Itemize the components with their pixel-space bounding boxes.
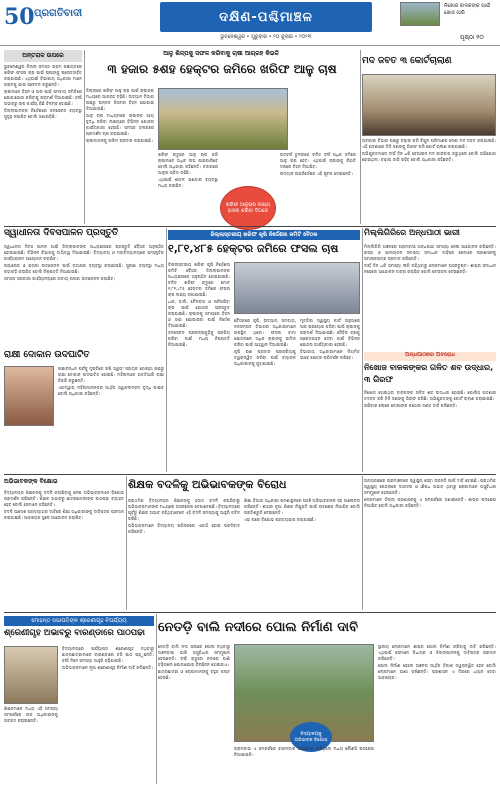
section-rule-2 bbox=[4, 474, 496, 475]
lead-text-col2: ଖରିଫ ଋତୁରେ ଆଳୁ ଚାଷ କରି ଚାଷୀମାନେ ଅଧିକ ଲାଭ ପାଇପାରିବେ ବୋଲି ଅଧିକାରୀ କହିଛନ୍ତି। ବଜାରରେ ଆଳୁର ଚାହିଦା ରହିଛି। ଏଥିପାଇଁ ଶୀତଳ ଭଣ୍ଡାର ବ୍ୟବସ୍ଥା ମଧ୍ୟ କରାଯିବ। bbox=[158, 152, 218, 188]
mid-band-text-col2: ଶିକ୍ଷା ବିଭାଗ ଅଧିକାରୀ ଘଟଣାସ୍ଥଳରେ ପହଞ୍ଚି ଅଭିଭାବକଙ୍କ ସହ ଆଲୋଚନା କରିଛନ୍ତି। ଶୀଘ୍ର ନୂଆ ଶିକ୍ଷକ ନିଯୁକ୍ତି ପାଇଁ ପଦକ୍ଷେପ ନିଆଯିବ ବୋଲି ପ୍ରତିଶ୍ରୁତି ଦେଇଛନ୍ତି। ଏହା ପରେ ବିକ୍ଷୋଭ ପ୍ରତ୍ୟାହାର କରାଯାଇଛି। bbox=[244, 498, 360, 522]
left-brief-title: ଅନ୍ତରାଳ ଉପରେ bbox=[4, 50, 82, 62]
column-rule bbox=[84, 50, 85, 224]
dateline: ଭୁବନେଶ୍ୱର • ଗୁରୁବାର • ୨୦ ଜୁଲାଇ • ୨୦୨୩ bbox=[220, 34, 312, 40]
agri-text-col2: ବୈଠକରେ କୃଷି, ଉଦ୍ୟାନ, ସମବାୟ, ଜଳସମ୍ପଦ ବିଭାଗର ଅଧିକାରୀମାନେ ଉପସ୍ଥିତ ଥିଲେ। ଫସଲ ବୀମା ଯୋଜନାରେ ଅଧିକ ଚାଷୀଙ୍କୁ ସାମିଲ କରିବା ପାଇଁ ଆହ୍ୱାନ ଦିଆଯାଇଛି। କୃଷି ଋଣ ପ୍ରଦାନ ପ୍ରକ୍ରିୟାକୁ ତ୍ୱରାନ୍ୱିତ କରିବା ପାଇଁ ବ୍ୟାଙ୍କ ଅଧିକାରୀଙ୍କୁ କୁହାଯାଇଛି। bbox=[234, 318, 296, 366]
right-top-text: ଅବକାରୀ ବିଭାଗ ପକ୍ଷରୁ ଚଢ଼ାଉ କରି ବିପୁଳ ପରିମାଣର ଦେଶୀ ମଦ ଜବତ କରାଯାଇଛି। ଏହି ଘଟଣାରେ ତିନି ଜଣଙ୍କୁ ଗିରଫ କରି କୋର୍ଟ ଚାଲାଣ କରାଯାଇଛି। ଅଭିଯୁକ୍ତମାନେ ଦୀର୍ଘ ଦିନ ଧରି ବେଆଇନ ମଦ କାରବାର କରୁଥିଲେ ବୋଲି ଅଭିଯୋଗ ହୋଇଥିଲା। ଚଢ଼ାଉ ଜାରି ରହିବ ବୋଲି ଅଧିକାରୀ କହିଛନ୍ତି। bbox=[362, 138, 496, 162]
agri-meeting-photo bbox=[234, 262, 360, 314]
classroom-photo bbox=[4, 646, 58, 704]
column-rule bbox=[362, 476, 363, 610]
section-banner: ଦକ୍ଷିଣ-ପଶ୍ଚିମାଞ୍ଚଳ bbox=[160, 2, 372, 32]
left-mid-text-2: ରକ୍ଷାବନ୍ଧନ ପର୍ବକୁ ଦୃଷ୍ଟିରେ ରଖି ସ୍ୱୟଂ ସହାୟକ ଗୋଷ୍ଠୀ ପକ୍ଷରୁ ରାକ୍ଷୀ ଦୋକାନ ଉଦଘାଟିତ ହୋଇଛି। ମହିଳାମାନେ ହାତତିଆରି ରାକ୍ଷୀ ବିକ୍ରି କରୁଛନ୍ତି। ଏହାଦ୍ୱାରା ମହିଳାମାନଙ୍କର ଆର୍ଥିକ ସ୍ୱାବଲମ୍ବନ ବୃଦ୍ଧି ପାଇବ ବୋଲି ଅଧିକାରୀ କହିଛନ୍ତି। bbox=[58, 366, 164, 396]
bottom-left-text-col1: ବିଦ୍ୟାଳୟରେ ପର୍ଯ୍ୟାପ୍ତ ଶ୍ରେଣୀଗୃହ ନଥିବାରୁ ଛାତ୍ରଛାତ୍ରୀମାନେ ବାରଣ୍ଡାରେ ବସି ପାଠ ପଢ଼ୁଛନ୍ତି। ବର୍ଷା ଦିନେ ସମସ୍ୟା ଆହୁରି ବଢ଼ିଯାଉଛି। ଅଭିଭାବକମାନେ ନୂଆ ଶ୍ରେଣୀଗୃହ ନିର୍ମାଣ ଦାବି କରିଛନ୍ତି। bbox=[62, 646, 154, 670]
agri-text-col1: ଜିଲ୍ଲାସ୍ତରୀୟ ଖରିଫ କୃଷି ନିର୍ଦ୍ଦେଶନା କମିଟି ବୈଠକ ଜିଲ୍ଲାପାଳଙ୍କ ଅଧ୍ୟକ୍ଷତାରେ ଅନୁଷ୍ଠିତ ହୋଇଯାଇଛି। ଚଳିତ ଖରିଫ ଋତୁରେ ମୋଟ ୧,୮୧,୪୮୫ ହେକ୍ଟର ଜମିରେ ଫସଲ ଚାଷ ଲକ୍ଷ୍ୟ ରଖାଯାଇଛି। ଧାନ, ଡାଲି, ତୈଳବୀଜ ଓ ପନିପରିବା ଚାଷ ପାଇଁ ଯୋଜନା ପ୍ରସ୍ତୁତ କରାଯାଇଛି। ଚାଷୀଙ୍କୁ ସମୟରେ ବିହନ ଓ ସାର ଯୋଗାଇବା ପାଇଁ ନିର୍ଦ୍ଦେଶ ଦିଆଯାଇଛି। ଜଳସେଚନ ପ୍ରକଳ୍ପଗୁଡ଼ିକୁ ସକ୍ରିୟ କରିବା ପାଇଁ ମଧ୍ୟ ନିଷ୍ପତ୍ତି ନିଆଯାଇଛି। bbox=[168, 262, 230, 347]
right-mid-headline: ମିଲ୍ଲିଗିରିରେ ଅନ୍ଧପାଠୀ ଭାରୀ bbox=[364, 228, 460, 237]
page-number: ପୃଷ୍ଠା ୧୦ bbox=[460, 34, 484, 41]
right-top-headline: ମଦ ଜବତ ୩ କୋର୍ଟଚାଲାଣ bbox=[362, 56, 452, 66]
lead-kicker: ଆଳୁ ଶିଳ୍ପକୁ ସଫଳ କରିବାକୁ ଚାଷୀ ଆଗ୍ରହ କିଭଳି bbox=[163, 50, 279, 57]
river-photo-caption: ବିଦ୍ୟାଳୟକୁ ଅଭିଭାବକ ବିକ୍ଷୋଭ bbox=[290, 722, 332, 752]
rakhi-shop-photo bbox=[4, 366, 54, 426]
bottom-left-text-col0: ଶିକ୍ଷକମାନେ ମଧ୍ୟ ଏହି ସମସ୍ୟା ସମ୍ପର୍କରେ ଉଚ୍ଚ ଅଧିକାରୀଙ୍କୁ ଅବଗତ କରାଇଛନ୍ତି। bbox=[4, 706, 58, 723]
lead-photo-field bbox=[158, 88, 288, 150]
anniversary-logo: 50 bbox=[4, 4, 35, 30]
mid-band-small-title: ଅଭିଭାବକଙ୍କ ବିକ୍ଷୋଭ bbox=[4, 478, 58, 485]
lead-text-col3: ଗତବର୍ଷ ତୁଳନାରେ ଚଳିତ ବର୍ଷ ଅଧିକ ଜମିରେ ଆଳୁ ଚାଷ ହେବ। ଏଥିପାଇଁ ଚାଷୀଙ୍କୁ ରିହାତି ଦରରେ ବିହନ ଦିଆଯିବ। ଉଦ୍ୟାନ ଉପନିର୍ଦ୍ଦେଶକ ଏହି ସୂଚନା ଦେଇଛନ୍ତି। bbox=[280, 152, 356, 176]
left-mid-text: ସ୍ୱାଧୀନତା ଦିବସ ପାଳନ ପାଇଁ ଜିଲ୍ଲାପାଳଙ୍କ ଅଧ୍ୟକ୍ଷତାରେ ପ୍ରସ୍ତୁତି ବୈଠକ ଅନୁଷ୍ଠିତ ହୋଇଯାଇଛି। ବିଭିନ୍ନ ବିଭାଗକୁ ଦାୟିତ୍ୱ ଦିଆଯାଇଛି। ବିଦ୍ୟାଳୟ ଓ ମହାବିଦ୍ୟାଳୟରେ ସାଂସ୍କୃତିକ କାର୍ଯ୍ୟକ୍ରମ ଆୟୋଜନ କରାଯିବ। ପ୍ୟାରେଡ୍ ଓ ପତାକା ଉତ୍ତୋଳନ ପାଇଁ ବ୍ୟାପକ ବ୍ୟବସ୍ଥା କରାଯାଉଛି। ସୁରକ୍ଷା ବ୍ୟବସ୍ଥା ମଧ୍ୟ କଡ଼ାକଡ଼ି କରାଯିବ ବୋଲି ନିଷ୍ପତ୍ତି ନିଆଯାଇଛି। ସମସ୍ତ ସରକାରୀ କାର୍ଯ୍ୟାଳୟରେ ଜାତୀୟ ପତାକା ଉତ୍ତୋଳନ କରାଯିବ। bbox=[4, 244, 164, 281]
lead-highlight-badge: ଖରିଫ ଆଳୁଚାଷ ଲକ୍ଷ୍ୟ ହାସଲ କରିବା ଦିଗରେ bbox=[220, 186, 276, 230]
mid-band-left-text: ବିଦ୍ୟାଳୟର ଶିକ୍ଷକଙ୍କୁ ବଦଳି କରାଯିବାକୁ ନେଇ ଅଭିଭାବକମାନେ ବିକ୍ଷୋଭ ପ୍ରଦର୍ଶନ କରିଛନ୍ତି। ଶିକ୍ଷକ ଅଭାବରୁ ଛାତ୍ରଛାତ୍ରୀଙ୍କ ପାଠପଢ଼ା ବ୍ୟାହତ ହେବ ବୋଲି ସେମାନେ କହିଛନ୍ତି। ବଦଳି ଆଦେଶ ପ୍ରତ୍ୟାହାର ଦାବିରେ ଶିକ୍ଷା ଅଧିକାରୀଙ୍କୁ ଦାବିପତ୍ର ପ୍ରଦାନ କରାଯାଇଛି। ଆବଶ୍ୟକ ସ୍ଥଳେ ଆନ୍ଦୋଳନ କରାଯିବ। bbox=[4, 490, 124, 520]
newspaper-brand: ପ୍ରଗତିବାଦୀ bbox=[34, 8, 83, 19]
lead-text-col1: ଜିଲ୍ଲାରେ ଖରିଫ ଆଳୁ ଚାଷ ପାଇଁ ଚାଷୀଙ୍କ ମଧ୍ୟରେ ଆଗ୍ରହ ବଢ଼ିଛି। ଉଦ୍ୟାନ ବିଭାଗ ପକ୍ଷରୁ ଉନ୍ନତ କିସମର ବିହନ ଯୋଗାଇ ଦିଆଯାଉଛି। ଆଳୁ ଚାଷ ମାଧ୍ୟମରେ ଚାଷୀଙ୍କ ଆୟ ବୃଦ୍ଧି କରିବା ଲକ୍ଷ୍ୟରେ ବିଭିନ୍ନ ଯୋଜନା କାର୍ଯ୍ୟକାରୀ ହେଉଛି। ସମସ୍ତ ବ୍ଲକରେ ପ୍ରଦର୍ଶନ ଚାଷ କରାଯାଇଛି। ଚାଷୀମାନଙ୍କୁ ତାଲିମ ପ୍ରଦାନ କରାଯାଇଛି। bbox=[86, 88, 154, 143]
agri-text-col3: ମୃତ୍ତିକା ସ୍ୱାସ୍ଥ୍ୟ କାର୍ଡ ଅନୁସାରେ ସାର ପ୍ରୟୋଗ କରିବା ପାଇଁ ଚାଷୀଙ୍କୁ ପରାମର୍ଶ ଦିଆଯାଇଛି। ଜୈବିକ ଚାଷକୁ ପ୍ରୋତ୍ସାହନ ଦେବା ପାଇଁ ବିଭିନ୍ନ ଯୋଜନା କାର୍ଯ୍ୟକାରୀ ହେଉଛି। ବିଭାଗୀୟ ଅଧିକାରୀମାନେ ନିୟମିତ ଭାବେ କ୍ଷେତ୍ର ପରିଦର୍ଶନ କରିବେ। bbox=[300, 318, 360, 360]
column-rule bbox=[126, 476, 127, 610]
agri-kicker: ଜିଲ୍ଲାସ୍ତରୀୟ ଖରିଫ କୃଷି ନିର୍ଦ୍ଦେଶନା କମିଟି ବୈଠକ bbox=[168, 230, 360, 240]
bottom-right-headline: ନେତଡ଼ି ବାଲି ନଦୀରେ ପୋଲ ନିର୍ମାଣ ଦାବି bbox=[158, 620, 359, 635]
left-mid-headline-2: ରାକ୍ଷୀ ଦୋକାନ ଉଦଘାଟିତ bbox=[4, 350, 90, 360]
mid-band-right-text: ଅନ୍ୟପକ୍ଷରେ ଗ୍ରାମାଞ୍ଚଳରେ ସ୍ୱାସ୍ଥ୍ୟ ସେବା ଉନ୍ନତି ପାଇଁ ଦାବି ହୋଇଛି। ପ୍ରାଥମିକ ସ୍ୱାସ୍ଥ୍ୟ କେନ୍ଦ୍ରରେ ଡାକ୍ତର ଓ ଔଷଧ ଅଭାବ ଥିବାରୁ ରୋଗୀମାନେ ଅସୁବିଧାର ସମ୍ମୁଖୀନ ହେଉଛନ୍ତି। ଲୋକମାନେ ଜିଲ୍ଲା ପ୍ରଶାସନକୁ ଏ ସମ୍ପର୍କରେ ଜଣାଇଛନ୍ତି। ଶୀଘ୍ର ପଦକ୍ଷେପ ନିଆଯିବ ବୋଲି ଅଧିକାରୀ କହିଛନ୍ତି। bbox=[364, 478, 496, 508]
seizure-photo bbox=[362, 74, 496, 136]
right-mid-text-2: ନିଖୋଜ ହୋଇଥିବା ବାଳକଙ୍କ ଗଳିତ ଶବ ଉଦ୍ଧାର ହୋଇଛି। ପୋଲିସ ଘଟଣାର ତଦନ୍ତ କରି ତିନି ଜଣଙ୍କୁ ଗିରଫ କରିଛି। ଅଭିଯୁକ୍ତଙ୍କୁ କୋର୍ଟ ଚାଲାଣ କରାଯାଇଛି। ପରିବାର ଲୋକେ ଦୋଷୀଙ୍କ କଠୋର ଦଣ୍ଡ ଦାବି କରିଛନ୍ତି। bbox=[364, 390, 496, 408]
section-rule-3 bbox=[4, 612, 496, 613]
lead-headline: ୩ ହଜାର ୫ଶହ ହେକ୍ଟର ଜମିରେ ଖରିଫ ଆଳୁ ଚାଷ bbox=[107, 62, 337, 76]
column-rule bbox=[166, 228, 167, 472]
bottom-right-text-col2: ଗ୍ରାମବାସୀ ଏ ସମ୍ପର୍କରେ ବାରମ୍ବାର ଅଭିଯୋଗ କରିଥିଲେ ମଧ୍ୟ କୌଣସି ପଦକ୍ଷେପ ନିଆଯାଇନି। bbox=[234, 746, 374, 757]
mid-band-text-col1: ପ୍ରାଥମିକ ବିଦ୍ୟାଳୟର ଶିକ୍ଷକଙ୍କୁ ହଠାତ୍ ବଦଳି କରାଯିବାରୁ ଅଭିଭାବକମାନଙ୍କ ମଧ୍ୟରେ ଅସନ୍ତୋଷ ଦେଖାଦେଇଛି। ବିଦ୍ୟାଳୟରେ ପୂର୍ବରୁ ଶିକ୍ଷକ ଅଭାବ ରହିଥିବାବେଳେ ଏହି ବଦଳି ସମସ୍ୟାକୁ ଆହୁରି ଜଟିଳ କରିଛି। ଅଭିଭାବକମାନେ ବିଦ୍ୟାଳୟ ପରିସରରେ ଏକାଠି ହୋଇ ପ୍ରତିବାଦ କରିଛନ୍ତି। bbox=[128, 498, 240, 534]
mid-band-headline: ଶିକ୍ଷକ ବଦଳିକୁ ଅଭିଭାବକଙ୍କ ବିରୋଧ bbox=[128, 478, 287, 491]
column-rule bbox=[362, 228, 363, 472]
bottom-left-headline: ଶ୍ରେଣୀଗୃହ ଅଭାବରୁ ବାରଣ୍ଡାରେ ପାଠପଢା bbox=[4, 628, 145, 638]
section-rule-1 bbox=[4, 226, 496, 227]
right-mid-text: ମିଲ୍ଲିଗିରି ଅଞ୍ଚଳରେ ଗ୍ରାମବାସୀ ଅନ୍ଧପାଠୀ ସମସ୍ୟା ନେଇ ଆନ୍ଦୋଳନ କରିଛନ୍ତି। ରାସ୍ତା ଓ ପାନୀୟଜଳ ସମସ୍ୟା ସମାଧାନ ଦାବିରେ ସେମାନେ ପ୍ରଶାସନକୁ ସ୍ମାରକପତ୍ର ପ୍ରଦାନ କରିଛନ୍ତି। ଦୀର୍ଘ ଦିନ ଧରି ସମସ୍ୟା ଲାଗି ରହିଥିବାରୁ ଲୋକମାନେ ଅସନ୍ତୁଷ୍ଟ। ଶୀଘ୍ର ସମାଧାନ ନହେଲେ ଆନ୍ଦୋଳନ ତୀବ୍ର କରାଯିବ ବୋଲି ଚେତାବନୀ ଦେଇଛନ୍ତି। bbox=[364, 244, 496, 274]
bottom-right-text-col3: ସ୍ଥାନୀୟ ଲୋକମାନେ ଶୀଘ୍ର ପୋଲ ନିର୍ମାଣ କରିବାକୁ ଦାବି କରିଛନ୍ତି। ଏଥିପାଇଁ ସେମାନେ ବିଧାୟକ ଓ ଜିଲ୍ଲାପାଳଙ୍କୁ ଦାବିପତ୍ର ପ୍ରଦାନ କରିଛନ୍ତି। ପୋଲ ନିର୍ମାଣ ହେଲେ ଅଞ୍ଚଳର ଆର୍ଥିକ ବିକାଶ ତ୍ୱରାନ୍ୱିତ ହେବ ବୋଲି ଲୋକମାନେ ଆଶା ରଖିଛନ୍ତି। ପ୍ରଶାସନ ଏ ଦିଗରେ ଧ୍ୟାନ ଦେବା ଆବଶ୍ୟକ। bbox=[378, 644, 496, 680]
bottom-kicker: ମୋହନ୍ତ ସଭାପତିଙ୍କ ଶ୍ରେଣୀଗୃହ ବିପର୍ଯ୍ୟୟ bbox=[4, 616, 154, 626]
right-mid-headline-2: ନିଖୋଜ ବାଳକଙ୍କର ଗଳିତ ଶବ ଉଦ୍ଧାର, ୩ ଗିରଫ bbox=[364, 363, 494, 384]
top-right-photo bbox=[400, 2, 440, 26]
bottom-right-text-col1: ନେତଡ଼ି ବାଲି ନଦୀ ଉପରେ ପୋଲ ନଥିବାରୁ ଅଞ୍ଚଳବାସୀ ଭାରି ଅସୁବିଧାର ସମ୍ମୁଖୀନ ହେଉଛନ୍ତି। ବର୍ଷା ଋତୁରେ ନଦୀରେ ପାଣି ବଢ଼ିଗଲେ ଯୋଗାଯୋଗ ବିଚ୍ଛିନ୍ନ ହୋଇଯାଏ। ଛାତ୍ରଛାତ୍ରୀ ଓ ରୋଗୀମାନଙ୍କୁ ବହୁତ କଷ୍ଟ ହେଉଛି। bbox=[158, 644, 230, 680]
column-rule bbox=[156, 614, 157, 784]
right-mid-kicker: ଅନ୍ଧପାଠୀରେ ଅବରୋଧ bbox=[364, 352, 496, 361]
agri-headline: ୧,୮୧,୪୮୫ ହେକ୍ଟର ଜମିରେ ଫସଲ ଚାଷ bbox=[168, 242, 339, 255]
column-rule bbox=[360, 50, 361, 224]
top-right-caption: ନିଖୋଜ ବାଳକଙ୍କ ପାଇଁ ଖୋଜ ଜାରି bbox=[444, 3, 491, 16]
left-mid-headline: ସ୍ୱାଧୀନତା ଦିବସପାଳନ ପ୍ରସ୍ତୁତି bbox=[4, 228, 119, 238]
left-brief-text: ଭୁବନେଶ୍ୱର ଜିଲ୍ଲା ସମସ୍ତ ଗ୍ରାମ ପଞ୍ଚାୟତରେ ଖରିଫ ଫସଲ ଚାଷ ପାଇଁ ଚାଷୀଙ୍କୁ ପ୍ରୋତ୍ସାହିତ କରାଯାଉଛି। ଏଥିପାଇଁ ବିଭାଗୀୟ ଅଧିକାରୀ ମାନେ ଗ୍ରାମକୁ ଯାଇ ସଚେତନ କରୁଛନ୍ତି। ଚାଷୀମାନେ ବିହନ ଓ ସାର ପାଇଁ ସମବାୟ ସମିତିରେ ଯୋଗାଯୋଗ କରିବାକୁ ପରାମର୍ଶ ଦିଆଯାଇଛି। ବର୍ଷା ଅଭାବରୁ ଚାଷ କାର୍ଯ୍ୟ କିଛି ବିଳମ୍ବ ହୋଇଛି। ଜିଲ୍ଲାପାଳଙ୍କ ନିର୍ଦ୍ଦେଶରେ ଜଳସେଚନ ବ୍ୟବସ୍ଥା ସୁଦୃଢ଼ କରାଯିବ ବୋଲି ଜଣାପଡ଼ିଛି। bbox=[4, 64, 82, 119]
